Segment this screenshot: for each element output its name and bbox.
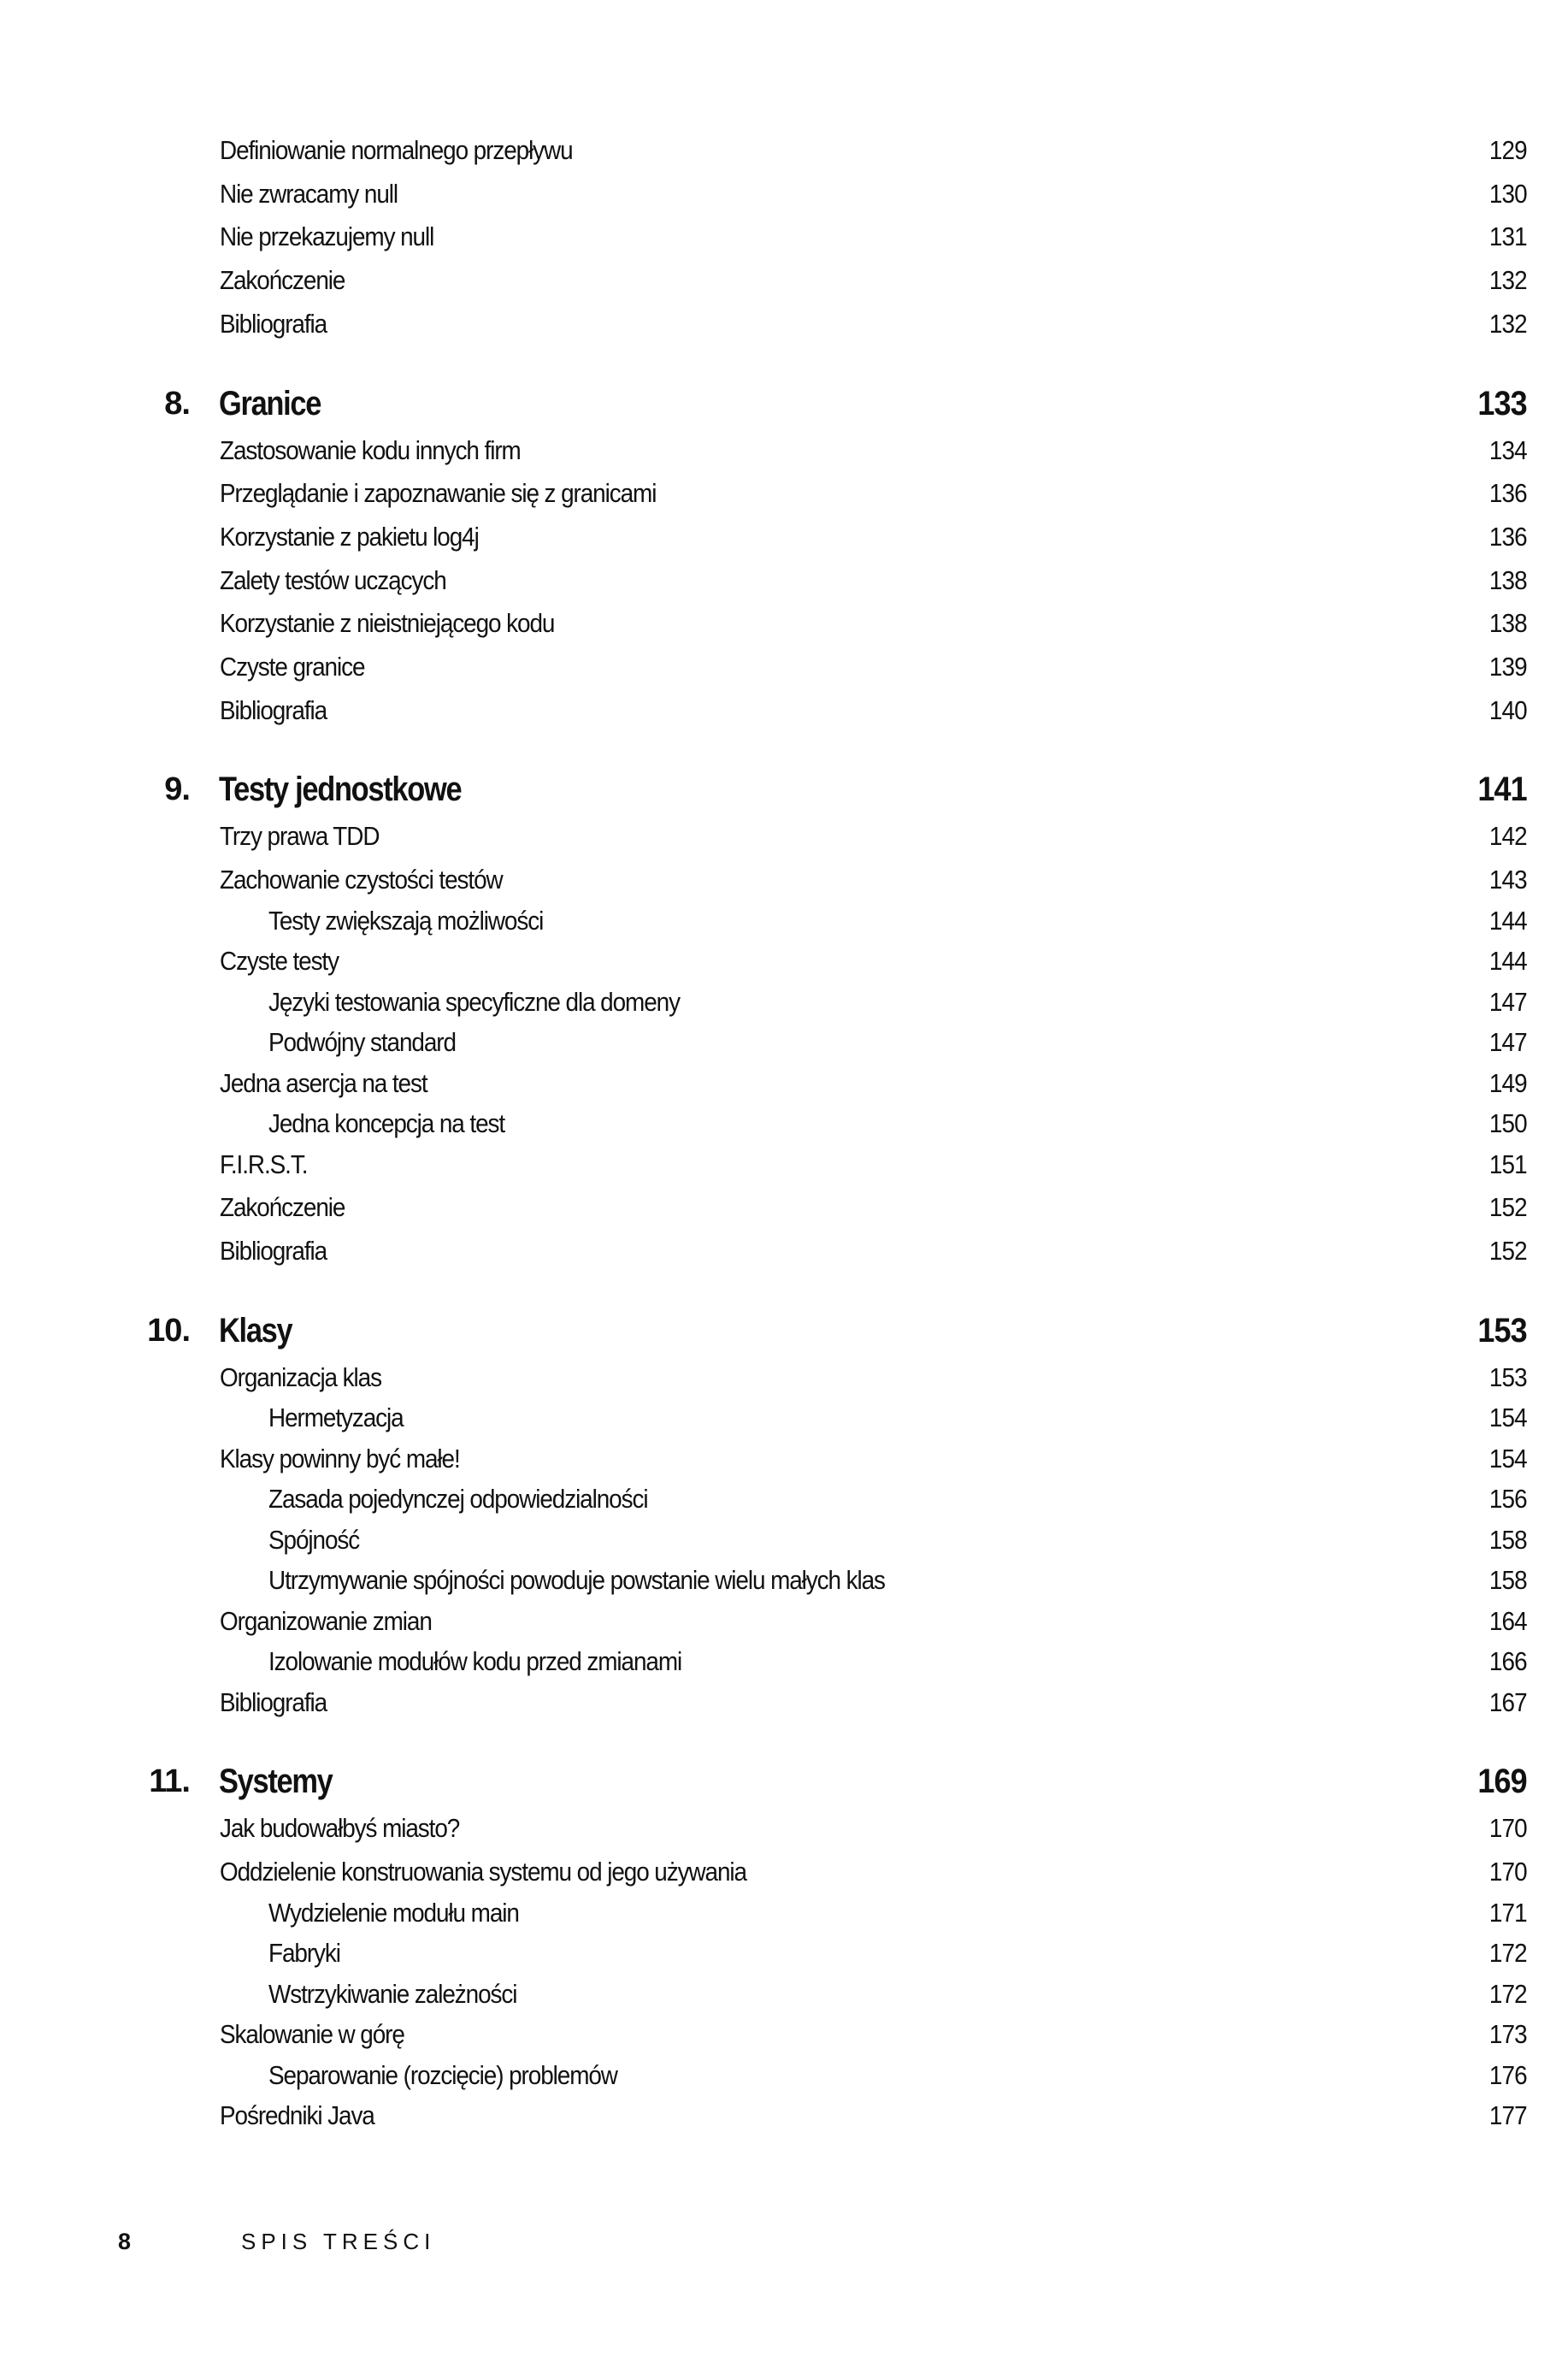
entry-page-number: 130 bbox=[1489, 178, 1527, 209]
chapter-title: Systemy bbox=[219, 1763, 333, 1801]
entry-page-number: 164 bbox=[1489, 1605, 1527, 1636]
entry-title: Jedna asercja na test bbox=[220, 1067, 427, 1098]
entry-title: Skalowanie w górę bbox=[220, 2019, 404, 2050]
chapter-page-number: 141 bbox=[1477, 771, 1527, 809]
toc-entry bbox=[0, 1143, 1562, 1186]
entry-title: Korzystanie z pakietu log4j bbox=[220, 521, 479, 552]
toc-entry bbox=[0, 516, 1562, 558]
entry-title: Fabryki bbox=[268, 1938, 340, 1969]
toc-entry bbox=[0, 1478, 1562, 1521]
toc-entry bbox=[0, 559, 1562, 602]
chapter-heading bbox=[0, 764, 1562, 815]
toc-entry bbox=[0, 2013, 1562, 2056]
entry-title: Separowanie (rozcięcie) problemów bbox=[268, 2059, 617, 2090]
chapter-number: 10. bbox=[147, 1312, 190, 1349]
entry-page-number: 172 bbox=[1489, 1978, 1527, 2009]
chapter-heading bbox=[0, 1305, 1562, 1356]
entry-title: Korzystanie z nieistniejącego kodu bbox=[220, 608, 555, 639]
toc-entry bbox=[0, 2094, 1562, 2137]
toc-entry bbox=[0, 1356, 1562, 1399]
toc-entry bbox=[0, 1062, 1562, 1105]
entry-title: Czyste testy bbox=[220, 946, 339, 977]
page-footer bbox=[0, 2222, 1562, 2261]
entry-title: Klasy powinny być małe! bbox=[220, 1443, 460, 1473]
running-head: SPIS TREŚCI bbox=[241, 2229, 436, 2254]
toc-entry bbox=[0, 940, 1562, 983]
entry-title: Nie przekazujemy null bbox=[220, 221, 434, 252]
entry-title: Trzy prawa TDD bbox=[220, 821, 380, 852]
entry-page-number: 170 bbox=[1489, 1857, 1527, 1887]
entry-page-number: 149 bbox=[1489, 1067, 1527, 1098]
chapter-number: 9. bbox=[164, 771, 190, 808]
entry-title: Organizowanie zmian bbox=[220, 1605, 432, 1636]
entry-page-number: 132 bbox=[1489, 308, 1527, 339]
entry-title: Spójność bbox=[268, 1524, 360, 1555]
toc-entry bbox=[0, 859, 1562, 901]
entry-page-number: 151 bbox=[1489, 1149, 1527, 1179]
entry-page-number: 129 bbox=[1489, 135, 1527, 165]
entry-title: Wstrzykiwanie zależności bbox=[268, 1978, 517, 2009]
chapter-title: Granice bbox=[219, 384, 321, 422]
toc-entry bbox=[0, 1681, 1562, 1724]
toc-entry bbox=[0, 1230, 1562, 1273]
entry-page-number: 177 bbox=[1489, 2100, 1527, 2131]
entry-title: Języki testowania specyficzne dla domeny bbox=[268, 986, 680, 1017]
toc-entry bbox=[0, 981, 1562, 1024]
entry-page-number: 142 bbox=[1489, 821, 1527, 852]
toc-entry bbox=[0, 1600, 1562, 1643]
toc-entry bbox=[0, 216, 1562, 258]
entry-page-number: 171 bbox=[1489, 1897, 1527, 1928]
toc-entry bbox=[0, 129, 1562, 172]
entry-page-number: 131 bbox=[1489, 221, 1527, 252]
entry-page-number: 134 bbox=[1489, 434, 1527, 465]
toc-entry bbox=[0, 602, 1562, 645]
entry-page-number: 138 bbox=[1489, 564, 1527, 595]
toc-entry bbox=[0, 1851, 1562, 1893]
entry-page-number: 176 bbox=[1489, 2059, 1527, 2090]
chapter-number: 11. bbox=[149, 1763, 190, 1800]
toc-entry bbox=[0, 1519, 1562, 1562]
entry-page-number: 144 bbox=[1489, 946, 1527, 977]
entry-page-number: 158 bbox=[1489, 1565, 1527, 1596]
toc-entry bbox=[0, 646, 1562, 688]
chapter-heading bbox=[0, 1756, 1562, 1807]
chapter-number: 8. bbox=[164, 385, 190, 422]
entry-title: Czyste granice bbox=[220, 652, 365, 682]
page-number: 8 bbox=[118, 2229, 132, 2254]
entry-title: Oddzielenie konstruowania systemu od jego używania bbox=[220, 1857, 746, 1887]
entry-page-number: 140 bbox=[1489, 694, 1527, 725]
toc-entry bbox=[0, 303, 1562, 345]
entry-page-number: 150 bbox=[1489, 1108, 1527, 1139]
entry-title: Nie zwracamy null bbox=[220, 178, 398, 209]
toc-entry bbox=[0, 1102, 1562, 1145]
entry-title: Przeglądanie i zapoznawanie się z granicami bbox=[220, 478, 657, 509]
toc-entry bbox=[0, 689, 1562, 732]
chapter-page-number: 169 bbox=[1477, 1763, 1527, 1801]
toc-entry bbox=[0, 1807, 1562, 1850]
toc-entry bbox=[0, 815, 1562, 858]
toc-entry bbox=[0, 2054, 1562, 2097]
chapter-title: Klasy bbox=[219, 1311, 292, 1349]
entry-title: Bibliografia bbox=[220, 1236, 327, 1266]
entry-page-number: 153 bbox=[1489, 1361, 1527, 1392]
entry-title: Organizacja klas bbox=[220, 1361, 381, 1392]
entry-title: Zakończenie bbox=[220, 1192, 345, 1223]
entry-title: Pośredniki Java bbox=[220, 2100, 374, 2131]
entry-page-number: 147 bbox=[1489, 1027, 1527, 1058]
toc-entry bbox=[0, 259, 1562, 302]
toc-entry bbox=[0, 173, 1562, 216]
entry-title: Zalety testów uczących bbox=[220, 564, 446, 595]
entry-page-number: 139 bbox=[1489, 652, 1527, 682]
entry-title: Zasada pojedynczej odpowiedzialności bbox=[268, 1484, 648, 1515]
entry-page-number: 173 bbox=[1489, 2019, 1527, 2050]
entry-page-number: 147 bbox=[1489, 986, 1527, 1017]
entry-page-number: 144 bbox=[1489, 905, 1527, 936]
entry-page-number: 143 bbox=[1489, 865, 1527, 895]
entry-title: Jedna koncepcja na test bbox=[268, 1108, 505, 1139]
toc-entry bbox=[0, 1021, 1562, 1064]
toc-entry bbox=[0, 1892, 1562, 1934]
entry-title: F.I.R.S.T. bbox=[220, 1149, 308, 1179]
entry-page-number: 154 bbox=[1489, 1403, 1527, 1433]
entry-title: Jak budowałbyś miasto? bbox=[220, 1813, 460, 1844]
toc-entry bbox=[0, 1559, 1562, 1602]
entry-page-number: 167 bbox=[1489, 1686, 1527, 1717]
entry-page-number: 154 bbox=[1489, 1443, 1527, 1473]
entry-title: Podwójny standard bbox=[268, 1027, 456, 1058]
entry-page-number: 138 bbox=[1489, 608, 1527, 639]
entry-page-number: 152 bbox=[1489, 1192, 1527, 1223]
toc-entry bbox=[0, 1973, 1562, 2016]
entry-title: Bibliografia bbox=[220, 694, 327, 725]
chapter-title: Testy jednostkowe bbox=[219, 771, 462, 809]
toc-entry bbox=[0, 1397, 1562, 1439]
entry-page-number: 136 bbox=[1489, 478, 1527, 509]
entry-title: Bibliografia bbox=[220, 1686, 327, 1717]
chapter-page-number: 153 bbox=[1477, 1311, 1527, 1349]
entry-page-number: 166 bbox=[1489, 1646, 1527, 1677]
entry-page-number: 158 bbox=[1489, 1524, 1527, 1555]
toc-entry bbox=[0, 900, 1562, 942]
entry-title: Definiowanie normalnego przepływu bbox=[220, 135, 573, 165]
toc-entry bbox=[0, 1640, 1562, 1683]
toc-entry bbox=[0, 472, 1562, 515]
entry-title: Zachowanie czystości testów bbox=[220, 865, 503, 895]
toc-entry bbox=[0, 1438, 1562, 1480]
entry-page-number: 172 bbox=[1489, 1938, 1527, 1969]
entry-title: Zastosowanie kodu innych firm bbox=[220, 434, 521, 465]
toc-entry bbox=[0, 1186, 1562, 1229]
entry-page-number: 136 bbox=[1489, 521, 1527, 552]
chapter-heading bbox=[0, 378, 1562, 429]
entry-page-number: 170 bbox=[1489, 1813, 1527, 1844]
entry-title: Hermetyzacja bbox=[268, 1403, 404, 1433]
entry-title: Bibliografia bbox=[220, 308, 327, 339]
entry-title: Testy zwiększają możliwości bbox=[268, 905, 544, 936]
entry-page-number: 132 bbox=[1489, 265, 1527, 296]
entry-title: Zakończenie bbox=[220, 265, 345, 296]
toc-entry bbox=[0, 1932, 1562, 1975]
entry-title: Izolowanie modułów kodu przed zmianami bbox=[268, 1646, 682, 1677]
entry-page-number: 156 bbox=[1489, 1484, 1527, 1515]
entry-title: Wydzielenie modułu main bbox=[268, 1897, 519, 1928]
chapter-page-number: 133 bbox=[1477, 384, 1527, 422]
toc-entry bbox=[0, 429, 1562, 472]
entry-page-number: 152 bbox=[1489, 1236, 1527, 1266]
entry-title: Utrzymywanie spójności powoduje powstanie wielu małych klas bbox=[268, 1565, 885, 1596]
